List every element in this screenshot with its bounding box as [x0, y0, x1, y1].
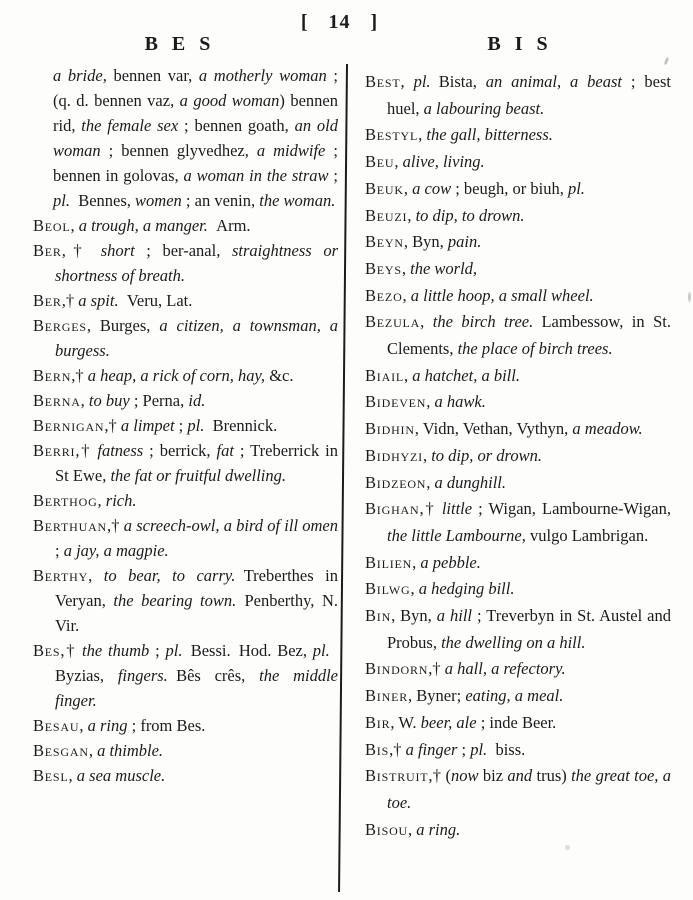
entry-headword: Ber: [33, 291, 62, 310]
entry-text: now: [451, 766, 479, 786]
entry-headword: Bidzeon: [365, 472, 427, 492]
entry-text: pl.: [413, 72, 431, 91]
entry-text: a meadow.: [572, 419, 643, 439]
entry-text: the thumb: [82, 641, 150, 660]
entry-text: the great toe, a toe.: [387, 766, 671, 812]
entry-headword: Bestyl: [365, 125, 419, 145]
entry-text: a midwife: [256, 141, 326, 160]
entry-text: ,: [394, 152, 403, 172]
dictionary-entry: [365, 122, 671, 149]
dictionary-entry: [365, 470, 671, 497]
entry-headword: Bernigan: [33, 416, 105, 435]
entry-text: , bennen var,: [102, 66, 199, 85]
entry-text: ; best huel,: [387, 72, 671, 118]
right-column-header: B I S: [487, 33, 549, 55]
dictionary-entry: [33, 763, 338, 788]
entry-text: short: [100, 241, 135, 260]
entry-text: the female sex: [81, 116, 179, 135]
dictionary-entry: [365, 443, 671, 470]
entry-text: the little Lambourne: [387, 525, 522, 545]
page-number: [ 14 ]: [300, 11, 379, 33]
entry-text: ;: [149, 641, 166, 660]
entry-text: ; an venin,: [181, 191, 260, 210]
entry-text: Brennick.: [204, 416, 278, 435]
entry-text: ,: [97, 491, 106, 510]
dictionary-entry: [365, 416, 671, 443]
entry-headword: Berthy: [33, 566, 89, 585]
entry-text: biss.: [487, 739, 526, 759]
entry-headword: Besl: [33, 766, 69, 785]
entry-text: ,: [401, 258, 411, 278]
entry-text: trus): [532, 766, 572, 786]
entry-text: a finger: [405, 739, 458, 759]
entry-text: Bessi. Hod. Bez,: [182, 641, 313, 660]
entry-headword: Beuzi: [365, 205, 408, 225]
entry-text: , vulgo Lambrigan.: [521, 525, 649, 545]
entry-text: the woman.: [259, 191, 336, 210]
entry-headword: Beuk: [365, 178, 404, 198]
entry-headword: Ber: [33, 241, 62, 260]
entry-headword: Besgan: [33, 741, 89, 760]
dictionary-entry: [365, 283, 671, 310]
dictionary-entry: [365, 176, 671, 203]
entry-headword: Bidhin: [365, 419, 415, 439]
entry-text: ,: [420, 312, 433, 332]
entry-text: a hatchet, a bill.: [412, 365, 520, 385]
entry-text: pl.: [470, 739, 488, 759]
entry-text: fat: [216, 441, 234, 460]
entry-text: a labouring beast.: [423, 98, 545, 118]
entry-text: the world,: [410, 258, 478, 278]
entry-headword: Beol: [33, 216, 71, 235]
entry-text: ,† (: [428, 766, 452, 786]
dictionary-entry: [365, 817, 671, 844]
entry-text: ,: [88, 741, 98, 760]
entry-text: ,†: [107, 516, 124, 535]
entry-text: Arm.: [207, 216, 251, 235]
entry-text: pain.: [447, 232, 482, 252]
entry-headword: Bilwg: [365, 579, 411, 599]
entry-text: the birch tree.: [432, 312, 534, 332]
entry-text: ;: [457, 739, 471, 759]
entry-text: to dip, or drown.: [431, 445, 542, 465]
entry-headword: Berna: [33, 391, 81, 410]
entry-text: ; ber-anal,: [134, 241, 232, 260]
entry-text: women: [135, 191, 182, 210]
entry-headword: Berri: [33, 441, 76, 460]
dictionary-entry: [365, 710, 671, 737]
entry-text: a hall, a refectory.: [444, 659, 566, 679]
entry-text: Bês crês,: [167, 666, 260, 685]
entry-text: the bearing town.: [113, 591, 237, 610]
dictionary-entry: [33, 513, 338, 563]
entry-text: ;: [328, 166, 338, 185]
entry-text: a little hoop, a small wheel.: [410, 285, 594, 305]
entry-text: pl.: [165, 641, 183, 660]
entry-text: ,†: [61, 291, 79, 310]
entry-headword: Beu: [365, 152, 395, 172]
entry-text: ,: [68, 766, 77, 785]
entry-headword: Bisou: [365, 819, 409, 839]
entry-headword: Bidhyzi: [365, 445, 423, 465]
entry-headword: Berthuan: [33, 516, 108, 535]
entry-text: ,: [79, 716, 88, 735]
entry-text: biz: [478, 766, 508, 786]
entry-headword: Bir: [365, 712, 391, 732]
entry-text: a hawk.: [434, 392, 486, 412]
left-column-header: B E S: [144, 33, 212, 55]
entry-text: ;: [174, 416, 188, 435]
entry-text: a cow: [412, 178, 452, 198]
entry-text: a citizen, a townsman, a burgess.: [55, 316, 338, 360]
dictionary-entry: [33, 238, 338, 288]
dictionary-entry: [365, 389, 671, 416]
dictionary-entry: [365, 683, 671, 710]
entry-text: ,: [88, 566, 104, 585]
dictionary-entry: [365, 363, 671, 390]
entry-text: ; Treverbyn in St. Austel and Probus,: [387, 606, 671, 652]
entry-text: a jay, a magpie.: [63, 541, 169, 560]
entry-text: a dunghill.: [434, 472, 507, 492]
dictionary-entry: [365, 69, 671, 122]
entry-text: straightness or shortness of breath.: [55, 241, 339, 285]
entry-text: a screech-owl, a bird of ill omen: [123, 516, 339, 535]
dictionary-entry: [33, 713, 338, 738]
entry-headword: Bis: [365, 739, 390, 759]
entry-text: ,: [412, 552, 421, 572]
entry-text: ,: [408, 819, 417, 839]
entry-text: Lambessow, in St. Clements,: [387, 312, 671, 359]
entry-text: , Byn,: [391, 606, 437, 626]
left-column: [33, 63, 338, 788]
entry-text: ,†: [104, 416, 121, 435]
dictionary-entry: [33, 638, 338, 713]
entry-text: ; berrick,: [143, 441, 217, 460]
dictionary-entry: [365, 737, 671, 764]
dictionary-entry: [365, 763, 671, 816]
entry-text: Penberthy, N. Vir.: [55, 591, 338, 635]
entry-text: rich.: [105, 491, 137, 510]
dictionary-entry: [33, 388, 338, 413]
entry-headword: Bern: [33, 366, 72, 385]
entry-text: alive, living.: [402, 152, 485, 172]
entry-text: a ring.: [416, 819, 461, 839]
dictionary-entry: [365, 603, 671, 656]
entry-headword: Berthog: [33, 491, 98, 510]
entry-text: a hill: [436, 606, 473, 626]
entry-headword: Bideven: [365, 392, 427, 412]
entry-text: beer, ale: [420, 712, 477, 732]
entry-text: ,: [404, 365, 413, 385]
entry-text: an old woman: [53, 116, 338, 160]
entry-text: a bride: [53, 66, 103, 85]
entry-text: a woman in the straw: [183, 166, 329, 185]
entry-headword: Bezo: [365, 285, 403, 305]
entry-text: Bennes,: [69, 191, 136, 210]
entry-text: the gall, bitterness.: [426, 125, 553, 145]
dictionary-entry: [33, 563, 338, 638]
entry-text: ,†: [428, 659, 445, 679]
entry-text: a thimble.: [97, 741, 164, 760]
entry-text: the place of birch trees.: [457, 339, 613, 359]
entry-text: the dwelling on a hill.: [441, 632, 586, 652]
entry-text: an animal, a beast: [485, 72, 623, 91]
entry-text: Byzias,: [55, 641, 339, 685]
dictionary-entry: [365, 656, 671, 683]
entry-text: ; bennen goath,: [178, 116, 295, 135]
entry-text: a sea muscle.: [76, 766, 166, 785]
entry-text: pl.: [567, 178, 585, 198]
entry-text: ,†: [61, 241, 101, 260]
entry-text: a pebble.: [420, 552, 481, 572]
entry-text: a spit.: [78, 291, 119, 310]
entry-text: the middle finger.: [55, 666, 338, 710]
entry-text: Bista,: [430, 72, 486, 91]
entry-text: a ring: [87, 716, 128, 735]
entry-text: ,: [403, 178, 413, 198]
entry-headword: Bezula: [365, 312, 421, 332]
entry-headword: Besau: [33, 716, 80, 735]
entry-text: to bear, to carry.: [103, 566, 236, 585]
entry-text: ; Treberrick in St Ewe,: [55, 441, 338, 485]
entry-text: and: [507, 766, 533, 786]
entry-text: ; inde Beer.: [476, 712, 557, 732]
entry-headword: Best: [365, 72, 401, 91]
dictionary-entry: [33, 738, 338, 763]
entry-headword: Bin: [365, 606, 392, 626]
entry-headword: Bes: [33, 641, 61, 660]
entry-text: , Byner;: [408, 686, 466, 706]
entry-text: ; bennen glyvedhez,: [100, 141, 257, 160]
entry-text: ,†: [75, 441, 98, 460]
entry-text: to buy: [88, 391, 130, 410]
entry-text: ; Wigan, Lambourne-Wigan,: [472, 499, 671, 519]
entry-text: ,: [418, 125, 427, 145]
entry-text: ; bennen in golovas,: [53, 141, 338, 185]
dictionary-entry: [33, 313, 338, 363]
entry-text: ,: [407, 205, 416, 225]
dictionary-entry: [365, 149, 671, 176]
entry-text: ,: [410, 579, 419, 599]
entry-text: pl.: [187, 416, 205, 435]
entry-text: a heap, a rick of corn, hay,: [87, 366, 266, 385]
entry-text: a trough, a manger.: [78, 216, 208, 235]
entry-text: &c.: [265, 366, 294, 385]
entry-text: little: [441, 499, 473, 519]
dictionary-entry: [33, 413, 338, 438]
dictionary-entry: [365, 203, 671, 230]
dictionary-entry: [365, 309, 671, 362]
entry-text: the fat or fruitful dwelling.: [110, 466, 287, 485]
entry-text: ; Perna,: [129, 391, 189, 410]
entry-text: to dip, to drown.: [415, 205, 525, 225]
dictionary-entry: [365, 256, 671, 283]
entry-headword: Berges: [33, 316, 87, 335]
entry-text: Veru, Lat.: [118, 291, 193, 310]
entry-text: pl.: [312, 641, 330, 660]
entry-text: , Byn,: [403, 232, 448, 252]
scan-speck: [664, 57, 670, 66]
entry-text: ,: [400, 72, 414, 91]
entry-text: ;: [55, 541, 64, 560]
entry-text: ,: [422, 445, 432, 465]
entry-text: ,: [402, 285, 411, 305]
entry-text: Treberthes in Veryan,: [55, 566, 338, 610]
entry-text: , Vidn, Vethan, Vythyn,: [414, 419, 573, 439]
dictionary-entry: [33, 213, 338, 238]
entry-text: fingers.: [117, 666, 168, 685]
entry-text: eating, a meal.: [465, 686, 564, 706]
entry-text: pl.: [53, 191, 70, 210]
entry-headword: Bindorn: [365, 659, 429, 679]
entry-text: a hedging bill.: [418, 579, 515, 599]
dictionary-entry: [365, 229, 671, 256]
entry-text: ,: [70, 216, 79, 235]
dictionary-entry: [365, 550, 671, 577]
dictionary-entry: [33, 288, 338, 313]
dictionary-entry: [33, 363, 338, 388]
entry-text: a limpet: [120, 416, 175, 435]
entry-headword: Biail: [365, 365, 404, 385]
dictionary-entry-continuation: [33, 63, 338, 213]
entry-text: ) bennen rid,: [53, 91, 338, 135]
entry-headword: Bighan: [365, 499, 420, 519]
entry-text: fatness: [97, 441, 144, 460]
entry-text: ,†: [60, 641, 83, 660]
right-column: [365, 69, 671, 843]
entry-text: a motherly woman: [198, 66, 327, 85]
dictionary-entry: [33, 488, 338, 513]
entry-text: ; from Bes.: [127, 716, 206, 735]
entry-headword: Beyn: [365, 232, 404, 252]
entry-headword: Biner: [365, 686, 409, 706]
dictionary-entry: [33, 438, 338, 488]
dictionary-entry: [365, 496, 671, 549]
entry-headword: Beys: [365, 258, 402, 278]
entry-text: ,: [426, 472, 435, 492]
entry-text: a good woman: [179, 91, 280, 110]
entry-text: ; beugh, or biuh,: [451, 178, 568, 198]
entry-text: , Burges,: [86, 316, 160, 335]
entry-text: , W.: [390, 712, 421, 732]
entry-text: ; (q. d. bennen vaz,: [53, 66, 338, 110]
entry-text: ,: [80, 391, 89, 410]
entry-text: ,†: [71, 366, 88, 385]
entry-text: ,†: [419, 499, 442, 519]
entry-text: id.: [188, 391, 206, 410]
scan-speck: [688, 292, 691, 302]
entry-text: ,: [426, 392, 435, 412]
column-divider-rule: [338, 64, 348, 892]
entry-headword: Bilien: [365, 552, 413, 572]
dictionary-entry: [365, 576, 671, 603]
entry-headword: Bistruit: [365, 766, 429, 786]
entry-text: ,†: [389, 739, 406, 759]
scan-speck: [565, 845, 570, 850]
